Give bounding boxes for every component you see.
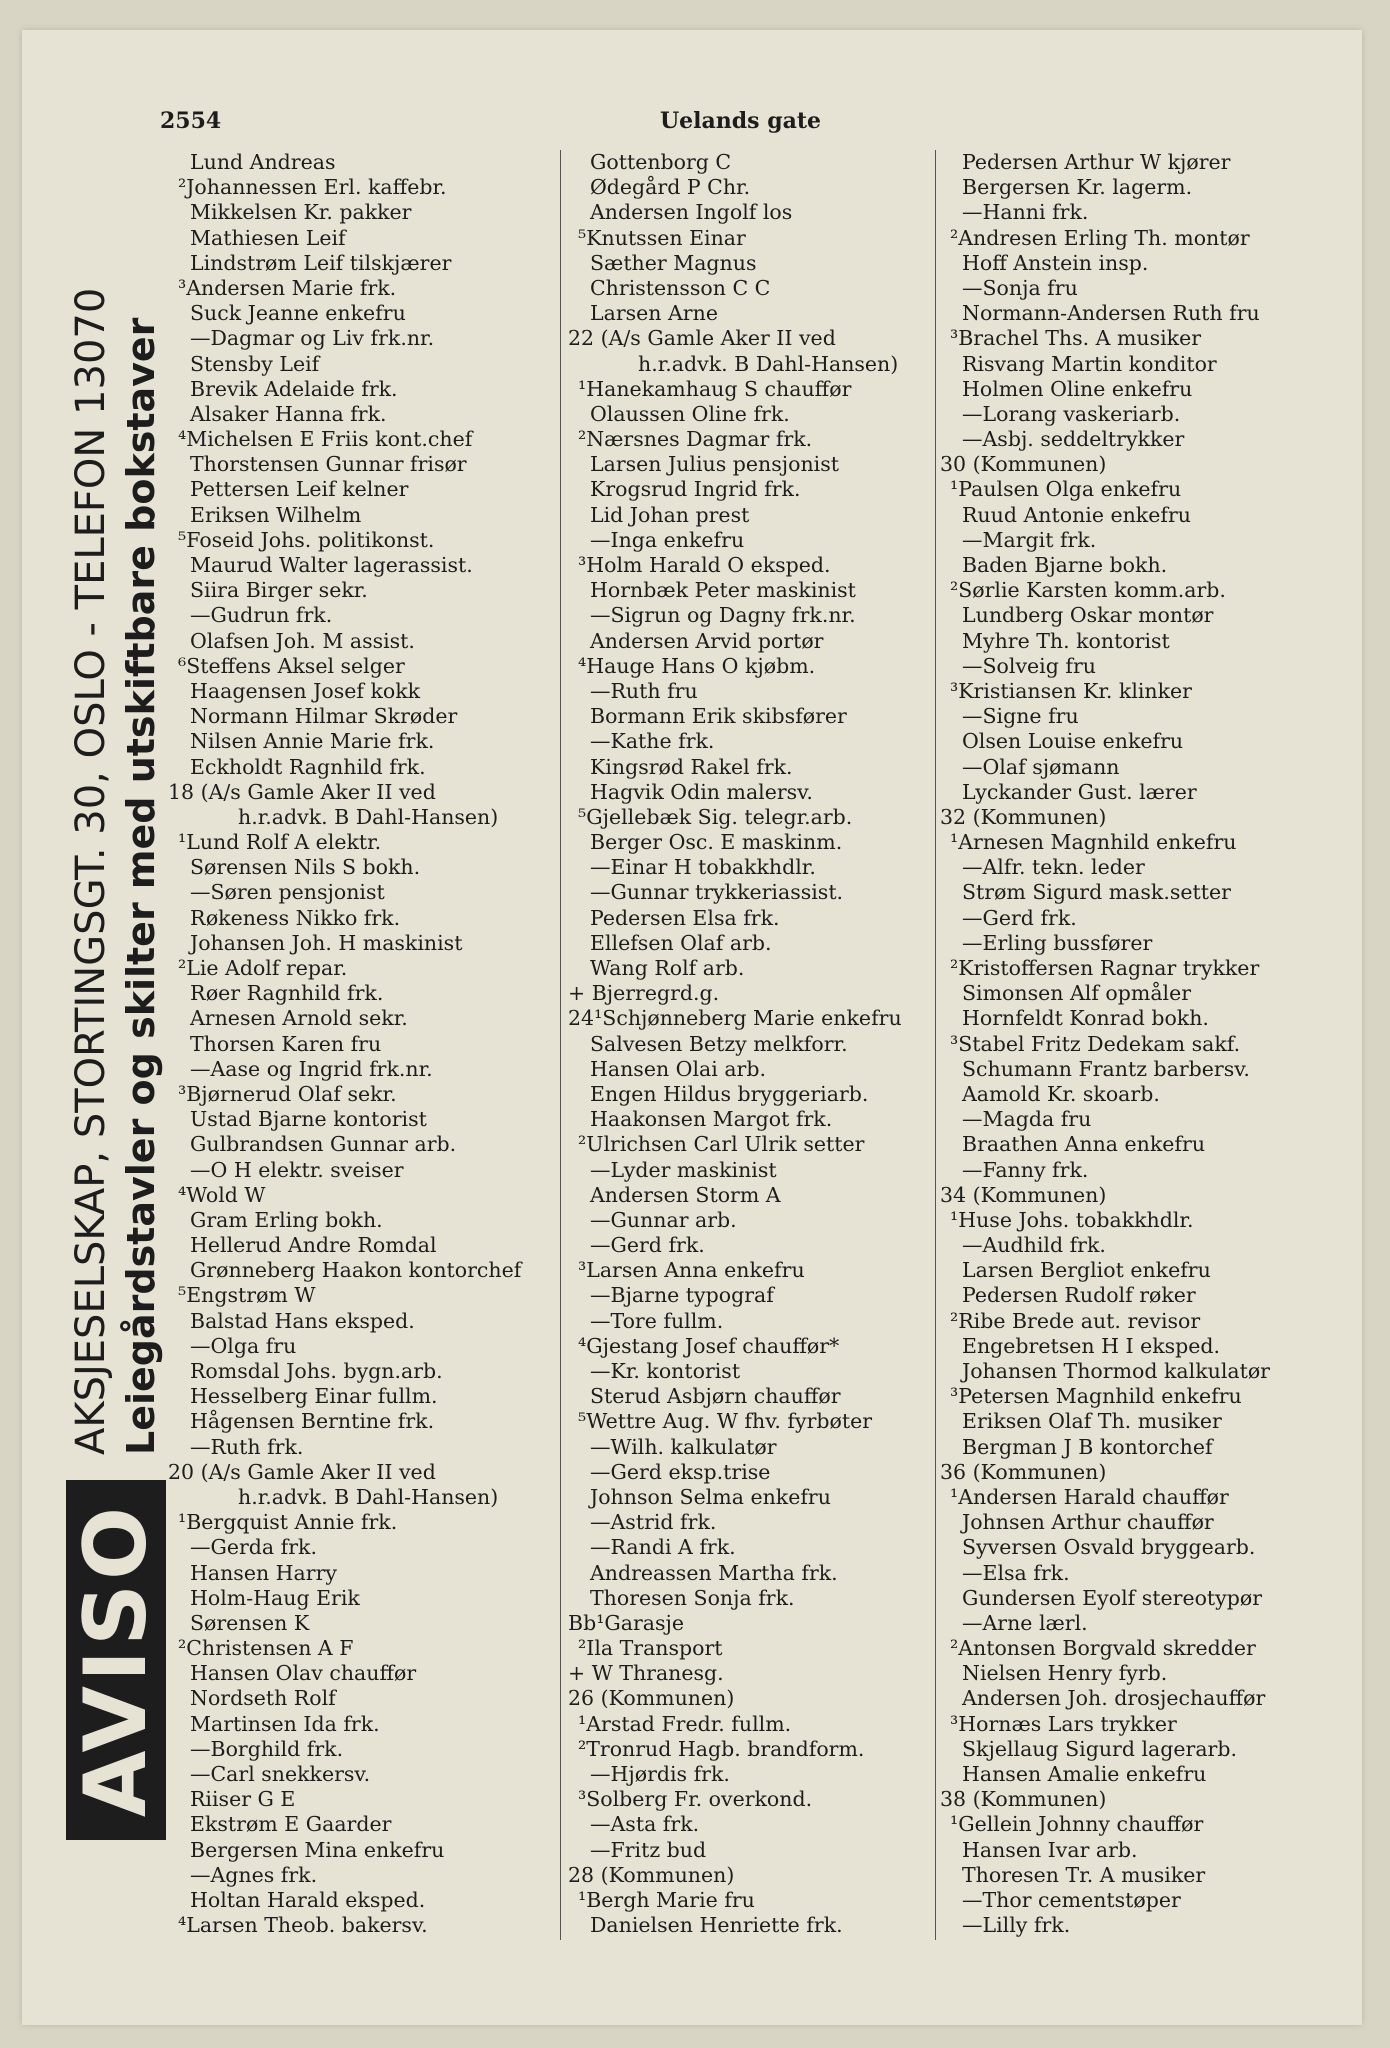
directory-entry: —Borghild frk. — [190, 1736, 344, 1761]
directory-entry: Engen Hildus bryggeriarb. — [590, 1081, 869, 1106]
directory-entry: Hagvik Odin malersv. — [590, 779, 813, 804]
directory-entry: Hornbæk Peter maskinist — [590, 578, 856, 603]
directory-entry: Gulbrandsen Gunnar arb. — [190, 1132, 457, 1157]
directory-entry: —Sonja fru — [962, 275, 1078, 300]
directory-entry: Hesselberg Einar fullm. — [190, 1384, 438, 1409]
directory-entry: ³Petersen Magnhild enkefru — [950, 1384, 1242, 1409]
directory-entry: 22 (A/s Gamle Aker II ved — [568, 326, 836, 351]
directory-entry: ¹Bergquist Annie frk. — [178, 1510, 398, 1535]
directory-entry: —Bjarne typograf — [590, 1283, 774, 1308]
directory-entry: Nordseth Rolf — [190, 1686, 336, 1711]
directory-column-2 — [568, 150, 933, 1938]
directory-entry: 34 (Kommunen) — [940, 1182, 1107, 1207]
directory-entry: Hansen Harry — [190, 1560, 337, 1585]
directory-entry: Strøm Sigurd mask.setter — [962, 880, 1231, 905]
directory-entry: —Margit frk. — [962, 527, 1097, 552]
directory-entry: ²Antonsen Borgvald skredder — [950, 1636, 1256, 1661]
directory-entry: ³Larsen Anna enkefru — [578, 1258, 805, 1283]
directory-entry: ⁴Gjestang Josef chauffør* — [578, 1333, 840, 1358]
directory-entry: Engebretsen H I eksped. — [962, 1333, 1221, 1358]
directory-entry: Salvesen Betzy melkforr. — [590, 1031, 848, 1056]
directory-entry: —Kr. kontorist — [590, 1359, 741, 1383]
directory-entry: Hellerud Andre Romdal — [190, 1233, 437, 1258]
directory-entry: Johnsen Arthur chauffør — [962, 1510, 1214, 1535]
directory-entry: Schumann Frantz barbersv. — [962, 1056, 1250, 1081]
directory-entry: Bb¹Garasje — [568, 1610, 685, 1635]
directory-entry: ²Ila Transport — [578, 1636, 723, 1661]
directory-entry: ¹Andersen Harald chauffør — [950, 1484, 1229, 1509]
directory-entry: —Lilly frk. — [962, 1913, 1071, 1938]
directory-entry: ²Christensen A F — [178, 1636, 354, 1661]
directory-entry: Grønneberg Haakon kontorchef — [190, 1258, 522, 1283]
directory-entry: Andersen Arvid portør — [590, 628, 824, 653]
directory-entry: h.r.advk. B Dahl-Hansen) — [638, 351, 899, 376]
directory-entry: + W Thranesg. — [568, 1661, 724, 1686]
directory-entry: h.r.advk. B Dahl-Hansen) — [238, 804, 499, 829]
directory-entry: ³Kristiansen Kr. klinker — [950, 678, 1192, 703]
directory-entry: —Hjørdis frk. — [590, 1762, 730, 1786]
directory-entry: Balstad Hans eksped. — [190, 1308, 415, 1333]
directory-entry: ⁴Hauge Hans O kjøbm. — [578, 653, 816, 678]
directory-entry: ³Stabel Fritz Dedekam sakf. — [950, 1031, 1241, 1056]
directory-entry: ⁴Wold W — [178, 1182, 266, 1207]
directory-entry: Gottenborg C — [590, 150, 732, 174]
directory-entry: ¹Paulsen Olga enkefru — [950, 477, 1182, 502]
directory-entry: —Astrid frk. — [590, 1510, 717, 1535]
directory-entry: Eckholdt Ragnhild frk. — [190, 754, 426, 779]
directory-column-3 — [940, 150, 1310, 1938]
directory-entry: Berger Osc. E maskinm. — [590, 830, 843, 855]
directory-entry: Riiser G E — [190, 1787, 296, 1812]
directory-entry: Pedersen Elsa frk. — [590, 905, 780, 930]
directory-entry: Romsdal Johs. bygn.arb. — [190, 1359, 443, 1383]
directory-entry: —Solveig fru — [962, 653, 1096, 678]
directory-entry: Hoff Anstein insp. — [962, 250, 1149, 275]
directory-entry: ²Tronrud Hagb. brandform. — [578, 1736, 865, 1761]
directory-entry: Lund Andreas — [190, 150, 336, 174]
directory-entry: ²Johannessen Erl. kaffebr. — [178, 175, 447, 200]
directory-entry: ¹Arnesen Magnhild enkefru — [950, 830, 1237, 855]
directory-entry: ⁵Engstrøm W — [178, 1283, 316, 1308]
directory-entry: —Gerd eksp.trise — [590, 1459, 771, 1484]
directory-entry: ⁵Gjellebæk Sig. telegr.arb. — [578, 804, 853, 829]
directory-entry: ³Holm Harald O eksped. — [578, 553, 831, 577]
directory-entry: Andersen Storm A — [590, 1182, 781, 1207]
directory-column-1 — [168, 150, 563, 1938]
directory-entry: ²Kristoffersen Ragnar trykker — [950, 956, 1260, 980]
directory-entry: ¹Lund Rolf A elektr. — [178, 830, 382, 855]
directory-entry: Aamold Kr. skoarb. — [962, 1081, 1160, 1106]
directory-entry: Ruud Antonie enkefru — [962, 502, 1191, 527]
directory-entry: + Bjerregrd.g. — [568, 981, 720, 1006]
directory-entry: Hansen Olav chauffør — [190, 1661, 417, 1686]
directory-entry: Johansen Thormod kalkulatør — [962, 1359, 1270, 1383]
directory-entry: —Alfr. tekn. leder — [962, 855, 1145, 880]
directory-entry: Holmen Oline enkefru — [962, 376, 1193, 401]
directory-entry: Pedersen Rudolf røker — [962, 1283, 1196, 1308]
directory-entry: —Einar H tobakkhdlr. — [590, 855, 816, 880]
directory-entry: 26 (Kommunen) — [568, 1686, 735, 1711]
directory-entry: ⁴Michelsen E Friis kont.chef — [178, 427, 473, 452]
directory-entry: Haakonsen Margot frk. — [590, 1107, 833, 1132]
directory-entry: Larsen Arne — [590, 301, 718, 326]
directory-entry: ¹Bergh Marie fru — [578, 1887, 755, 1912]
directory-entry: Martinsen Ida frk. — [190, 1711, 380, 1736]
directory-entry: —Aase og Ingrid frk.nr. — [190, 1056, 433, 1081]
directory-entry: ⁵Foseid Johs. politikonst. — [178, 527, 435, 552]
column-divider — [935, 150, 936, 1940]
directory-entry: —Erling bussfører — [962, 930, 1153, 955]
directory-entry: Arnesen Arnold sekr. — [190, 1006, 408, 1031]
directory-entry: Ellefsen Olaf arb. — [590, 930, 772, 955]
directory-entry: Mathiesen Leif — [190, 225, 346, 250]
directory-entry: 36 (Kommunen) — [940, 1459, 1107, 1484]
directory-entry: Normann Hilmar Skrøder — [190, 704, 458, 729]
directory-entry: ¹Huse Johs. tobakkhdlr. — [950, 1207, 1194, 1232]
directory-entry: —Tore fullm. — [590, 1308, 724, 1333]
directory-entry: ²Andresen Erling Th. montør — [950, 225, 1250, 250]
directory-entry: Olaussen Oline frk. — [590, 401, 790, 426]
directory-entry: Andersen Joh. drosjechauffør — [962, 1686, 1266, 1711]
directory-entry: —Audhild frk. — [962, 1233, 1106, 1258]
directory-entry: —Wilh. kalkulatør — [590, 1434, 777, 1459]
directory-entry: Thoresen Sonja frk. — [590, 1585, 795, 1610]
directory-entry: Gundersen Eyolf stereotypør — [962, 1585, 1263, 1610]
directory-entry: Maurud Walter lagerassist. — [190, 553, 473, 577]
directory-entry: —Gerd frk. — [590, 1233, 705, 1258]
directory-entry: ³Bjørnerud Olaf sekr. — [178, 1081, 397, 1106]
directory-entry: 32 (Kommunen) — [940, 804, 1107, 829]
directory-entry: ²Nærsnes Dagmar frk. — [578, 427, 813, 452]
directory-entry: —Asta frk. — [590, 1812, 700, 1837]
directory-entry: Simonsen Alf opmåler — [962, 981, 1192, 1006]
directory-entry: Thoresen Tr. A musiker — [962, 1862, 1206, 1887]
directory-entry: Thorsen Karen fru — [190, 1031, 382, 1056]
directory-entry: —Fanny frk. — [962, 1157, 1089, 1182]
directory-entry: —Inga enkefru — [590, 527, 745, 552]
directory-entry: Andersen Ingolf los — [590, 200, 793, 225]
directory-entry: Myhre Th. kontorist — [962, 628, 1170, 653]
directory-entry: Lyckander Gust. lærer — [962, 779, 1197, 804]
directory-entry: Normann-Andersen Ruth fru — [962, 301, 1260, 326]
page-number: 2554 — [160, 108, 222, 134]
directory-entry: —Ruth fru — [590, 678, 698, 703]
directory-entry: Eriksen Olaf Th. musiker — [962, 1409, 1222, 1434]
directory-entry: Holtan Harald eksped. — [190, 1887, 426, 1912]
directory-entry: ²Ulrichsen Carl Ulrik setter — [578, 1132, 865, 1157]
directory-entry: Lindstrøm Leif tilskjærer — [190, 250, 452, 275]
directory-entry: Brevik Adelaide frk. — [190, 376, 398, 401]
directory-entry: Hansen Amalie enkefru — [962, 1762, 1207, 1786]
directory-entry: —Magda fru — [962, 1107, 1092, 1132]
directory-entry: h.r.advk. B Dahl-Hansen) — [238, 1484, 499, 1509]
directory-entry: —Agnes frk. — [190, 1862, 318, 1887]
directory-entry: Røer Ragnhild frk. — [190, 981, 384, 1006]
directory-entry: Nilsen Annie Marie frk. — [190, 729, 435, 754]
directory-entry: Hansen Ivar arb. — [962, 1837, 1138, 1862]
directory-entry: Nielsen Henry fyrb. — [962, 1661, 1168, 1686]
directory-entry: 18 (A/s Gamle Aker II ved — [168, 779, 436, 804]
directory-entry: —Sigrun og Dagny frk.nr. — [590, 603, 856, 628]
directory-entry: Suck Jeanne enkefru — [190, 301, 406, 326]
directory-entry: —Randi A frk. — [590, 1535, 736, 1560]
directory-entry: —Thor cementstøper — [962, 1887, 1181, 1912]
directory-entry: ⁵Wettre Aug. W fhv. fyrbøter — [578, 1409, 872, 1434]
directory-entry: —Gunnar trykkeriassist. — [590, 880, 844, 905]
directory-entry: Pedersen Arthur W kjører — [962, 150, 1231, 174]
directory-entry: Krogsrud Ingrid frk. — [590, 477, 801, 502]
directory-entry: ³Hornæs Lars trykker — [950, 1711, 1177, 1736]
directory-entry: ¹Gellein Johnny chauffør — [950, 1812, 1204, 1837]
directory-entry: 38 (Kommunen) — [940, 1787, 1107, 1812]
directory-entry: —Dagmar og Liv frk.nr. — [190, 326, 435, 351]
directory-entry: —Lyder maskinist — [590, 1157, 777, 1182]
directory-entry: Christensson C C — [590, 275, 771, 300]
directory-entry: Pettersen Leif kelner — [190, 477, 409, 502]
directory-entry: ²Ribe Brede aut. revisor — [950, 1308, 1201, 1333]
directory-entry: 24¹Schjønneberg Marie enkefru — [568, 1006, 902, 1031]
directory-entry: —Søren pensjonist — [190, 880, 385, 905]
directory-entry: Risvang Martin konditor — [962, 351, 1217, 376]
directory-entry: ⁴Larsen Theob. bakersv. — [178, 1913, 428, 1938]
directory-entry: —Arne lærl. — [962, 1610, 1088, 1635]
directory-entry: Stensby Leif — [190, 351, 320, 376]
aviso-logo: AVISO — [66, 1480, 166, 1840]
directory-entry: Sørensen K — [190, 1610, 310, 1635]
directory-entry: Ødegård P Chr. — [590, 175, 751, 200]
directory-entry: Syversen Osvald bryggearb. — [962, 1535, 1256, 1560]
directory-entry: Gram Erling bokh. — [190, 1207, 383, 1232]
directory-entry: Johansen Joh. H maskinist — [190, 930, 463, 955]
directory-entry: Kingsrød Rakel frk. — [590, 754, 793, 779]
directory-entry: —Gerda frk. — [190, 1535, 317, 1560]
directory-entry: Mikkelsen Kr. pakker — [190, 200, 412, 225]
directory-entry: —Asbj. seddeltrykker — [962, 427, 1185, 452]
directory-entry: ⁵Knutssen Einar — [578, 225, 746, 250]
directory-entry: Thorstensen Gunnar frisør — [190, 452, 467, 477]
directory-entry: Baden Bjarne bokh. — [962, 553, 1168, 577]
directory-entry: ³Brachel Ths. A musiker — [950, 326, 1202, 351]
directory-entry: Sæther Magnus — [590, 250, 757, 275]
directory-entry: Bergersen Mina enkefru — [190, 1837, 445, 1862]
directory-entry: ²Sørlie Karsten komm.arb. — [950, 578, 1226, 603]
directory-entry: 28 (Kommunen) — [568, 1862, 735, 1887]
directory-entry: Hågensen Berntine frk. — [190, 1409, 435, 1434]
directory-entry: Røkeness Nikko frk. — [190, 905, 401, 930]
directory-entry: 30 (Kommunen) — [940, 452, 1107, 477]
directory-entry: —Gudrun frk. — [190, 603, 333, 628]
directory-entry: Andreassen Martha frk. — [590, 1560, 838, 1585]
directory-entry: Bormann Erik skibsfører — [590, 704, 847, 729]
directory-entry: —O H elektr. sveiser — [190, 1157, 404, 1182]
directory-entry: —Signe fru — [962, 704, 1079, 729]
directory-entry: Johnson Selma enkefru — [590, 1484, 831, 1509]
directory-entry: Skjellaug Sigurd lagerarb. — [962, 1736, 1237, 1761]
directory-entry: Danielsen Henriette frk. — [590, 1913, 843, 1938]
directory-entry: Larsen Bergliot enkefru — [962, 1258, 1211, 1283]
page-title: Uelands gate — [660, 108, 822, 134]
directory-entry: Alsaker Hanna frk. — [190, 401, 387, 426]
directory-entry: —Elsa frk. — [962, 1560, 1070, 1585]
directory-entry: Siira Birger sekr. — [190, 578, 368, 603]
directory-entry: —Olga fru — [190, 1333, 297, 1358]
directory-entry: ¹Hanekamhaug S chauffør — [578, 376, 852, 401]
directory-entry: Eriksen Wilhelm — [190, 502, 362, 527]
directory-entry: ¹Arstad Fredr. fullm. — [578, 1711, 792, 1736]
directory-entry: ³Solberg Fr. overkond. — [578, 1787, 813, 1812]
directory-entry: Bergersen Kr. lagerm. — [962, 175, 1193, 200]
advertisement-banner — [66, 270, 166, 1840]
directory-entry: Ustad Bjarne kontorist — [190, 1107, 427, 1132]
directory-entry: Lid Johan prest — [590, 502, 750, 527]
directory-entry: —Ruth frk. — [190, 1434, 304, 1459]
directory-entry: 20 (A/s Gamle Aker II ved — [168, 1459, 436, 1484]
directory-entry: Olafsen Joh. M assist. — [190, 628, 415, 653]
directory-entry: Hansen Olai arb. — [590, 1056, 766, 1081]
directory-entry: —Hanni frk. — [962, 200, 1089, 225]
banner-address: AKSJESELSKAP, STORTINGSGT. 30, OSLO - TELEFON 13070 — [68, 287, 114, 1455]
directory-entry: —Lorang vaskeriarb. — [962, 401, 1181, 426]
directory-entry: Haagensen Josef kokk — [190, 678, 421, 703]
directory-entry: Sterud Asbjørn chauffør — [590, 1384, 841, 1409]
directory-entry: Wang Rolf arb. — [590, 956, 745, 980]
banner-slogan: Leiegårdstavler og skilter med utskiftbare bokstaver — [119, 317, 163, 1455]
directory-entry: —Gerd frk. — [962, 905, 1077, 930]
directory-entry: —Gunnar arb. — [590, 1207, 737, 1232]
directory-entry: —Fritz bud — [590, 1837, 707, 1862]
directory-entry: Holm-Haug Erik — [190, 1585, 360, 1610]
directory-entry: ³Andersen Marie frk. — [178, 275, 397, 300]
directory-entry: Ekstrøm E Gaarder — [190, 1812, 392, 1837]
directory-entry: Olsen Louise enkefru — [962, 729, 1184, 754]
directory-entry: ⁶Steffens Aksel selger — [178, 653, 405, 678]
page-header — [160, 108, 1310, 142]
directory-entry: Sørensen Nils S bokh. — [190, 855, 421, 880]
directory-entry: ²Lie Adolf repar. — [178, 956, 348, 980]
directory-entry: Larsen Julius pensjonist — [590, 452, 839, 477]
directory-entry: Lundberg Oskar montør — [962, 603, 1214, 628]
directory-entry: Bergman J B kontorchef — [962, 1434, 1213, 1459]
directory-entry: Braathen Anna enkefru — [962, 1132, 1206, 1157]
directory-entry: —Olaf sjømann — [962, 754, 1120, 779]
directory-entry: —Carl snekkersv. — [190, 1762, 371, 1786]
directory-entry: —Kathe frk. — [590, 729, 715, 754]
directory-entry: Hornfeldt Konrad bokh. — [962, 1006, 1209, 1031]
